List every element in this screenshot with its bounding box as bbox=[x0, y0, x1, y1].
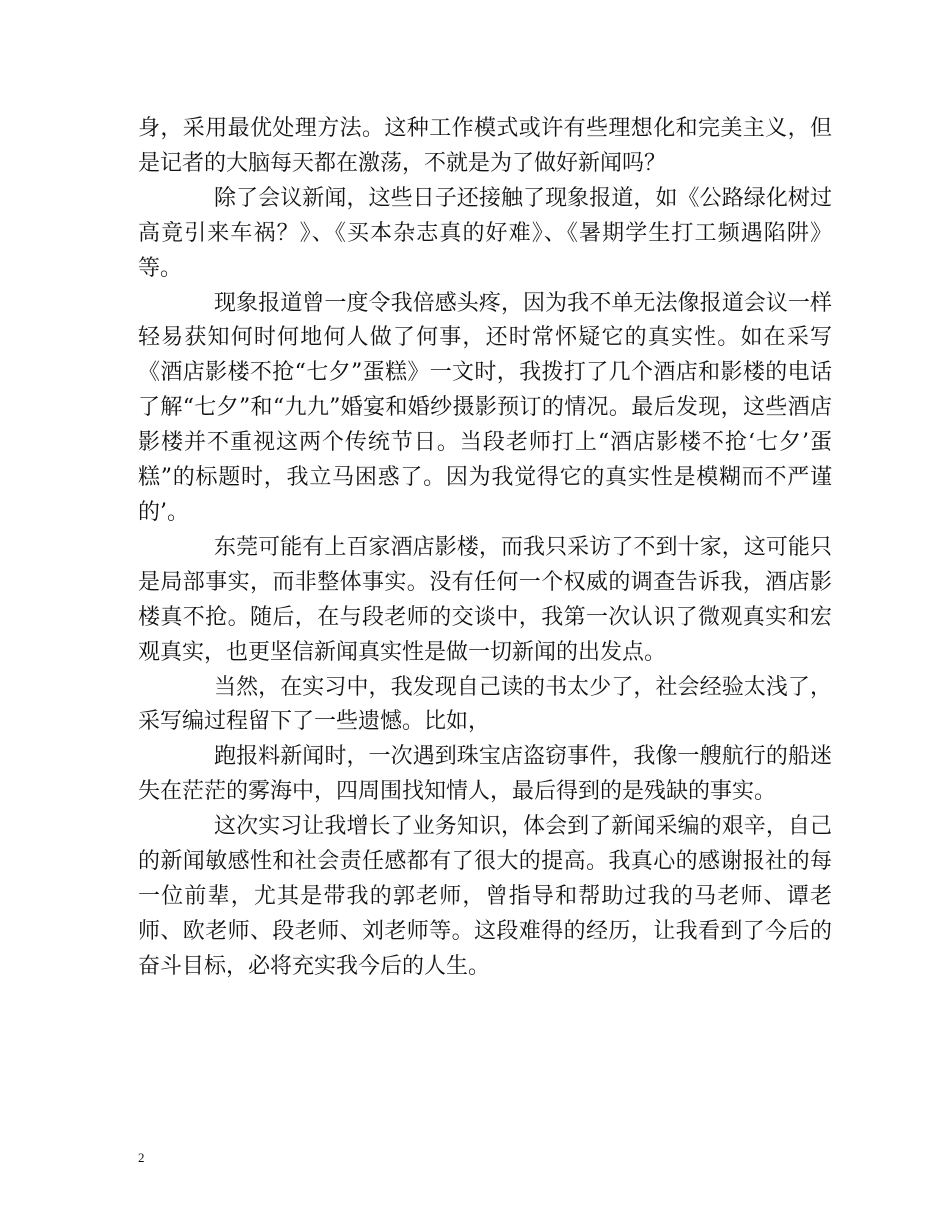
paragraph-regrets: 当然，在实习中，我发现自己读的书太少了，社会经验太浅了，采写编过程留下了一些遗憾。比如， bbox=[138, 674, 832, 735]
paragraph-qixi-story: 现象报道曾一度令我倍感头疼，因为我不单无法像报道会议一样轻易获知何时何地何人做了何事，还时常怀疑它的真实性。如在采写《酒店影楼不抢“七夕”蛋糕》一文时，我拨打了几个酒店和影楼的电话了解“七夕”和“九九”婚宴和婚纱摄影预订的情况。最后发现，这些酒店影楼并不重视这两个传统节日。当段老师打上“酒店影楼不抢‘七夕’蛋糕”的标题时，我立马困惑了。因为我觉得它的真实性是模糊而不严谨的’。 bbox=[138, 290, 832, 525]
paragraph-gratitude: 这次实习让我增长了业务知识，体会到了新闻采编的艰辛，自己的新闻敏感性和社会责任感都有了很大的提高。我真心的感谢报社的每一位前辈，尤其是带我的郭老师，曾指导和帮助过我的马老师、谭老师、欧老师、段老师、刘老师等。这段难得的经历，让我看到了今后的奋斗目标，必将充实我今后的人生。 bbox=[138, 814, 832, 979]
paragraph-truthfulness: 东莞可能有上百家酒店影楼，而我只采访了不到十家，这可能只是局部事实，而非整体事实。没有任何一个权威的调查告诉我，酒店影楼真不抢。随后，在与段老师的交谈中，我第一次认识了微观真实和宏观真实，也更坚信新闻真实性是做一切新闻的出发点。 bbox=[138, 534, 832, 665]
paragraph-continuation: 身，采用最优处理方法。这种工作模式或许有些理想化和完美主义，但是记者的大脑每天都在激荡，不就是为了做好新闻吗？ bbox=[138, 116, 832, 176]
paragraph-jewelry-theft: 跑报料新闻时，一次遇到珠宝店盗窃事件，我像一艘航行的船迷失在茫茫的雾海中，四周围找知情人，最后得到的是残缺的事实。 bbox=[138, 744, 832, 805]
document-body bbox=[138, 112, 832, 985]
page-number: 2 bbox=[138, 1150, 145, 1165]
paragraph-phenomenon-reports: 除了会议新闻，这些日子还接触了现象报道，如《公路绿化树过高竟引来车祸？》、《买本杂志真的好难》、《暑期学生打工频遇陷阱》等。 bbox=[138, 185, 832, 281]
